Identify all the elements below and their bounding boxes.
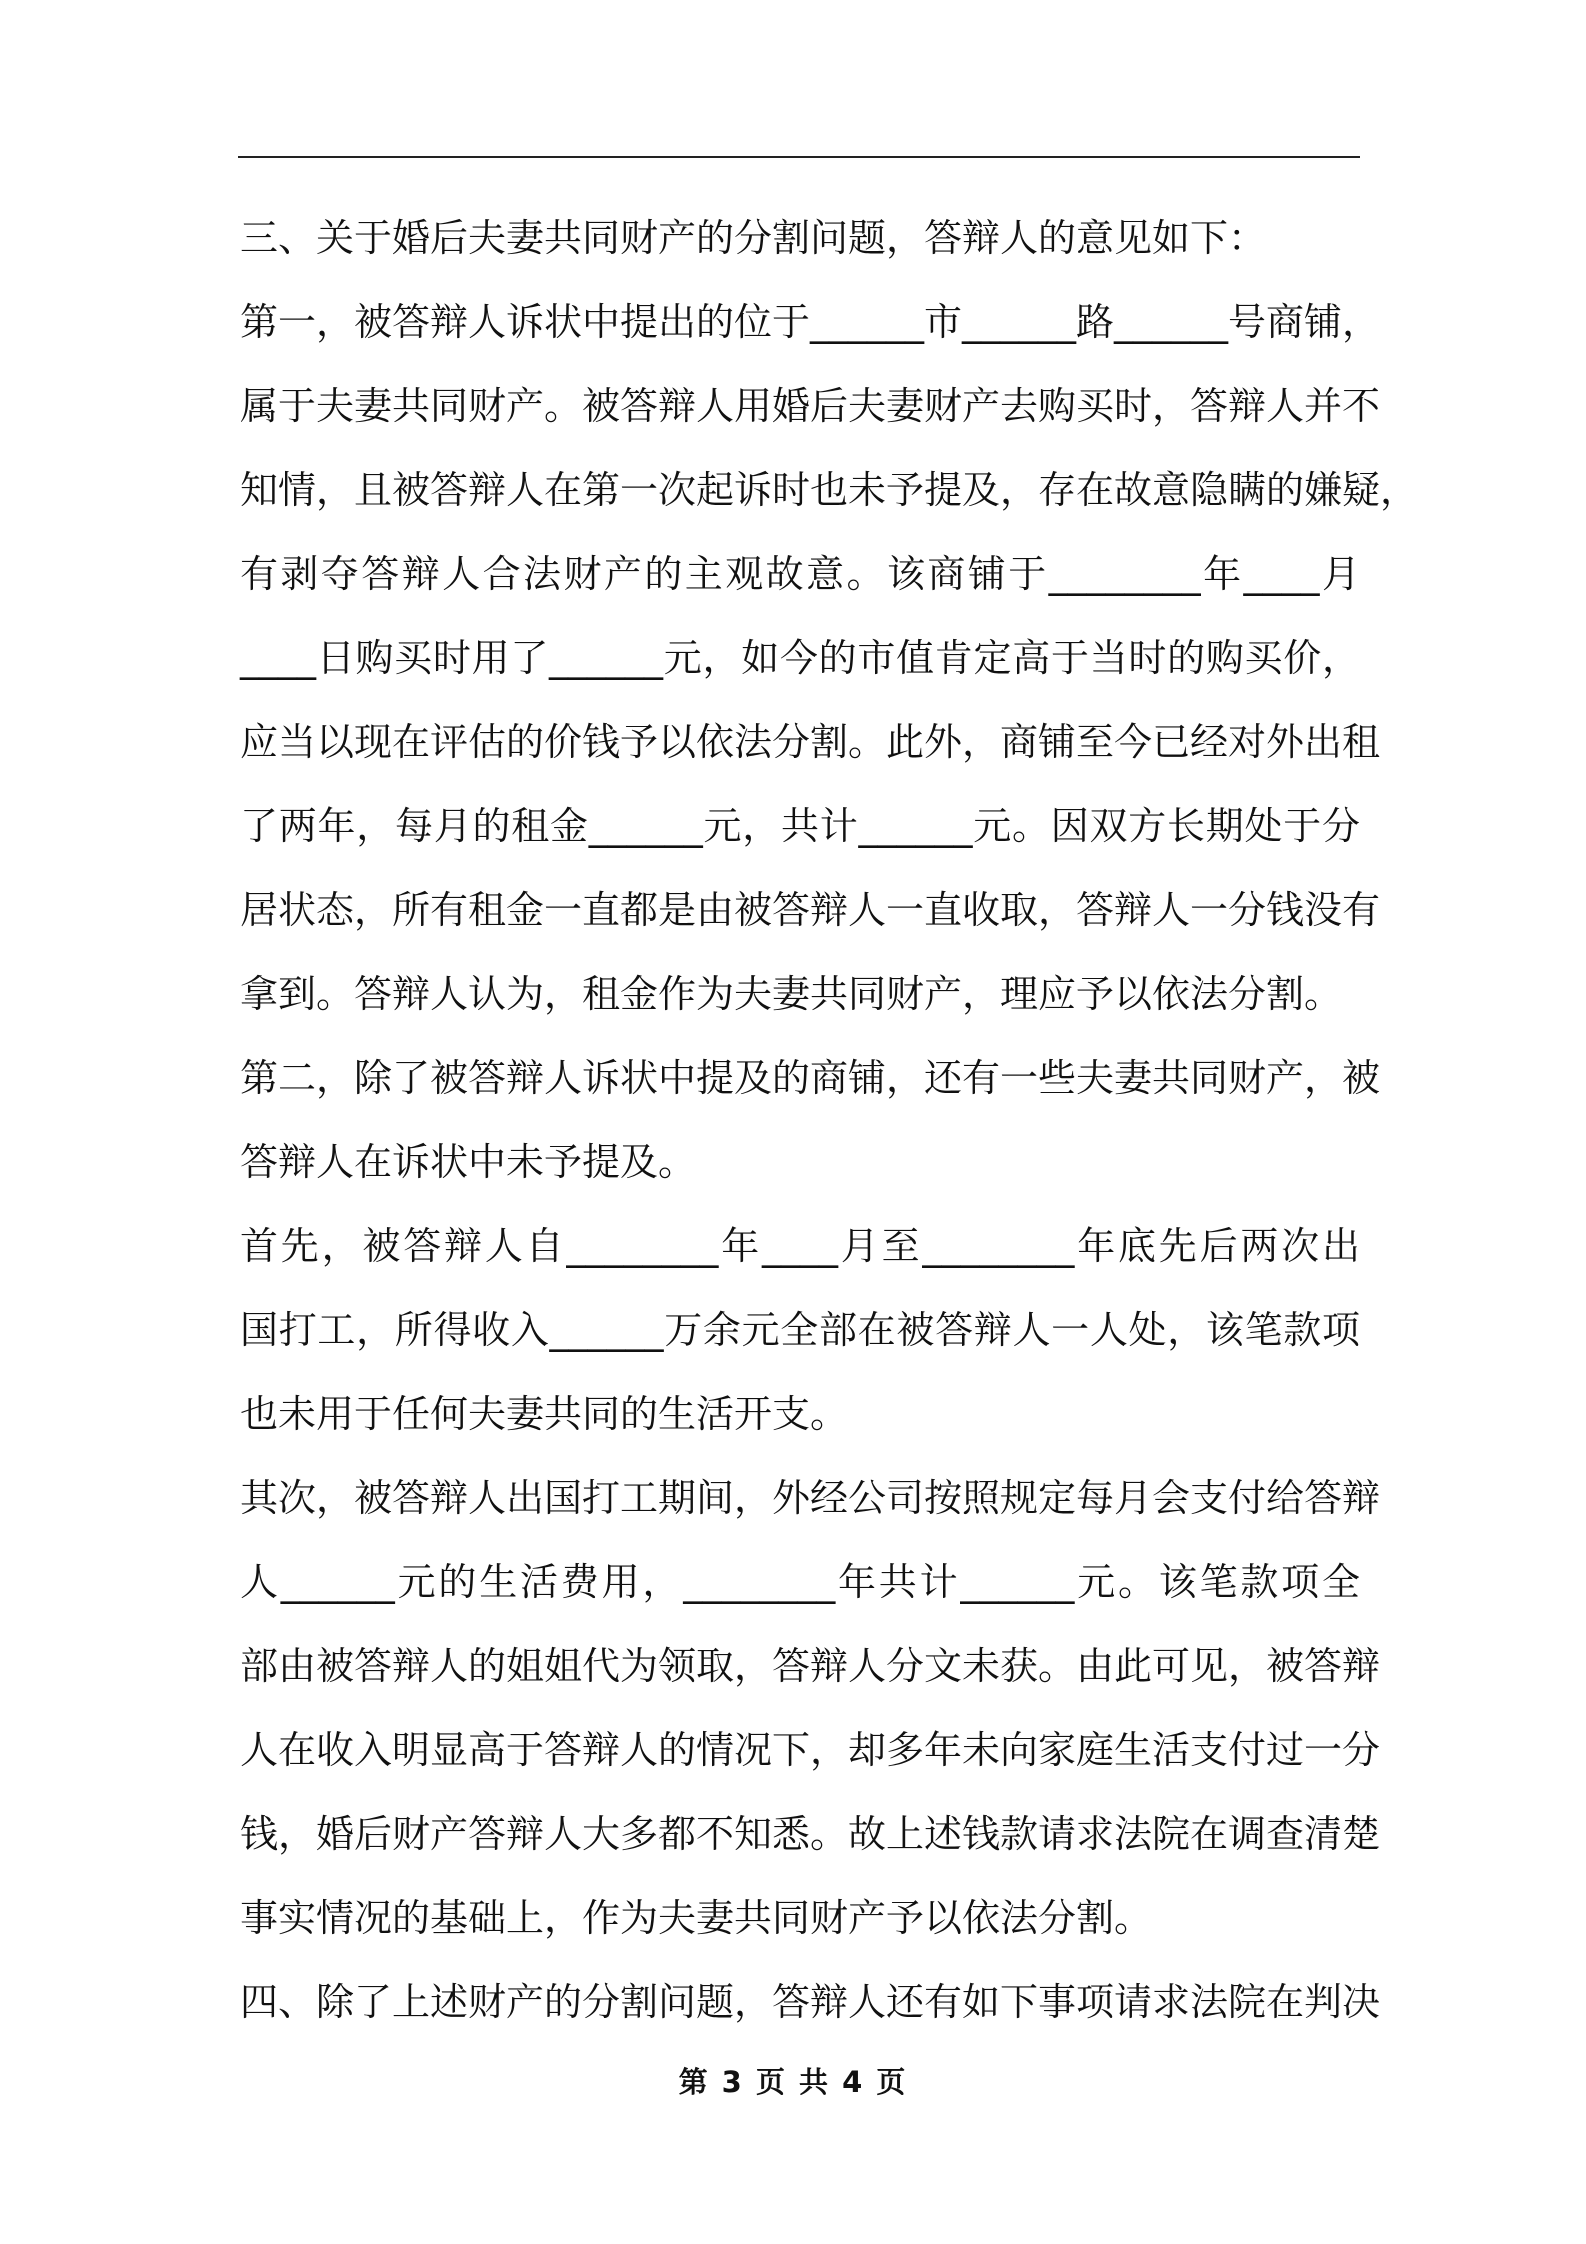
text-line: 人______元的生活费用，________年共计______元。该笔款项全 xyxy=(240,1560,1360,1604)
text-line: 属于夫妻共同财产。被答辩人用婚后夫妻财产去购买时，答辩人并不 xyxy=(240,384,1381,428)
text-line: 也未用于任何夫妻共同的生活开支。 xyxy=(240,1392,849,1436)
text-line: 事实情况的基础上，作为夫妻共同财产予以依法分割。 xyxy=(240,1896,1153,1940)
header-rule xyxy=(238,156,1360,158)
text-line: 首先，被答辩人自________年____月至________年底先后两次出 xyxy=(240,1224,1360,1268)
text-line: 了两年，每月的租金______元，共计______元。因双方长期处于分 xyxy=(240,804,1360,848)
text-line: 知情，且被答辩人在第一次起诉时也未予提及，存在故意隐瞒的嫌疑， xyxy=(240,468,1419,512)
text-line: 钱，婚后财产答辩人大多都不知悉。故上述钱款请求法院在调查清楚 xyxy=(240,1812,1381,1856)
text-line: 第二，除了被答辩人诉状中提及的商铺，还有一些夫妻共同财产，被 xyxy=(240,1056,1381,1100)
page-number-footer: 第 3 页 共 4 页 xyxy=(678,2065,908,2099)
text-line: 四、除了上述财产的分割问题，答辩人还有如下事项请求法院在判决 xyxy=(240,1980,1381,2024)
text-line: 人在收入明显高于答辩人的情况下，却多年未向家庭生活支付过一分 xyxy=(240,1728,1381,1772)
text-line: 有剥夺答辩人合法财产的主观故意。该商铺于________年____月 xyxy=(240,552,1360,596)
text-line: 第一，被答辩人诉状中提出的位于______市______路______号商铺， xyxy=(240,300,1381,344)
text-line: 答辩人在诉状中未予提及。 xyxy=(240,1140,697,1184)
document-body xyxy=(240,196,1419,2044)
text-line: ____日购买时用了______元，如今的市值肯定高于当时的购买价， xyxy=(240,636,1360,680)
text-line: 应当以现在评估的价钱予以依法分割。此外，商铺至今已经对外出租 xyxy=(240,720,1381,764)
text-line: 三、关于婚后夫妻共同财产的分割问题，答辩人的意见如下： xyxy=(240,216,1267,260)
text-line: 其次，被答辩人出国打工期间，外经公司按照规定每月会支付给答辩 xyxy=(240,1476,1381,1520)
text-line: 居状态，所有租金一直都是由被答辩人一直收取，答辩人一分钱没有 xyxy=(240,888,1381,932)
text-line: 部由被答辩人的姐姐代为领取，答辩人分文未获。由此可见，被答辩 xyxy=(240,1644,1381,1688)
text-line: 拿到。答辩人认为，租金作为夫妻共同财产，理应予以依法分割。 xyxy=(240,972,1343,1016)
text-line: 国打工，所得收入______万余元全部在被答辩人一人处，该笔款项 xyxy=(240,1308,1360,1352)
